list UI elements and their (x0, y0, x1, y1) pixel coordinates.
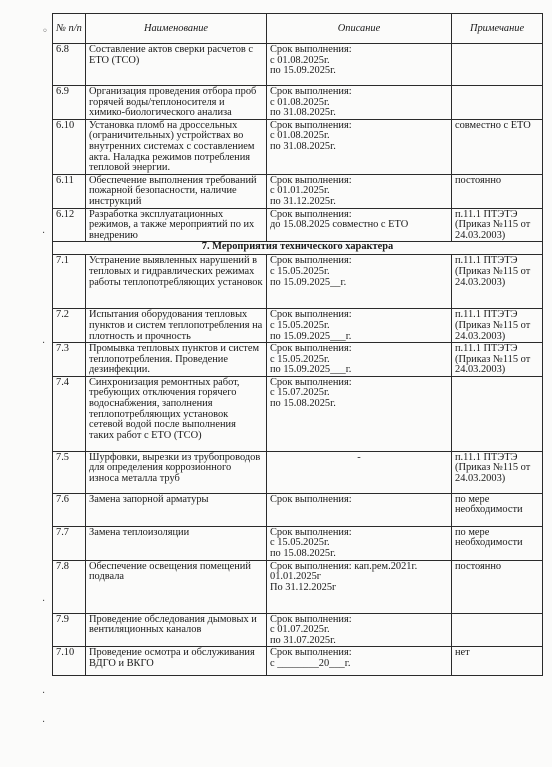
row-number: 7.8 (53, 560, 86, 613)
table-row (53, 119, 543, 174)
row-description (267, 526, 452, 560)
row-note: по мере необходимости (452, 526, 543, 560)
row-description (267, 86, 452, 120)
description-line: Срок выполнения: кап.рем.2021г. (270, 560, 418, 572)
description-line: по 15.08.2025г. (270, 398, 336, 410)
row-number: 6.12 (53, 208, 86, 242)
margin-mark: · (42, 688, 46, 699)
row-name: Испытания оборудования тепловых пунктов и систем теплопотребления на плотность и прочность (86, 309, 267, 343)
table-row (53, 255, 543, 309)
description-line: Срок выполнения: (270, 208, 352, 220)
row-name: Проведение осмотра и обслуживания ВДГО и ВКГО (86, 647, 267, 676)
description-line: Срок выполнения: (270, 493, 352, 505)
row-number: 7.9 (53, 613, 86, 647)
row-note: п.11.1 ПТЭТЭ (Приказ №115 от 24.03.2003) (452, 255, 543, 309)
row-note (452, 86, 543, 120)
row-description (267, 647, 452, 676)
row-name: Замена запорной арматуры (86, 493, 267, 526)
table-row (53, 309, 543, 343)
description-line: Срок выполнения: (270, 119, 352, 131)
row-number: 6.8 (53, 44, 86, 86)
row-description (267, 613, 452, 647)
table-row (53, 208, 543, 242)
description-line: с 01.08.2025г. (270, 54, 330, 66)
table-row (53, 44, 543, 86)
row-note: по мере необходимости (452, 493, 543, 526)
description-line: с 15.05.2025г. (270, 319, 330, 331)
row-name: Обеспечение освещения помещений подвала (86, 560, 267, 613)
row-number: 7.7 (53, 526, 86, 560)
row-number: 7.4 (53, 376, 86, 451)
description-line: по 31.07.2025г. (270, 634, 336, 646)
description-line: по 31.08.2025г. (270, 107, 336, 119)
row-note (452, 376, 543, 451)
row-number: 7.5 (53, 451, 86, 493)
measures-table (52, 13, 543, 676)
row-name: Составление актов сверки расчетов с ЕТО (ТСО) (86, 44, 267, 86)
description-line: с 15.05.2025г. (270, 265, 330, 277)
row-description (267, 174, 452, 208)
row-name: Установка пломб на дроссельных (ограничительных) устройствах во внутренних системах с составлением акта. Наладка режимов потребления тепловой энергии. (86, 119, 267, 174)
row-note (452, 613, 543, 647)
description-line: по 31.12.2025г. (270, 195, 336, 207)
description-line: По 31.12.2025г (270, 581, 337, 593)
table-row (53, 613, 543, 647)
description-line: Срок выполнения: (270, 647, 352, 659)
row-name: Замена теплоизоляции (86, 526, 267, 560)
section-row (53, 242, 543, 255)
description-line: с 15.05.2025г. (270, 537, 330, 549)
row-number: 7.10 (53, 647, 86, 676)
description-line: с 01.08.2025г. (270, 96, 330, 108)
description-line: с 01.08.2025г. (270, 130, 330, 142)
table-header-row (53, 14, 543, 44)
description-line: по 15.08.2025г. (270, 548, 336, 560)
row-description (267, 309, 452, 343)
row-note: п.11.1 ПТЭТЭ (Приказ №115 от 24.03.2003) (452, 343, 543, 377)
table-row (53, 343, 543, 377)
row-note: совместно с ЕТО (452, 119, 543, 174)
description-line: по 15.09.2025___г. (270, 364, 352, 376)
description-line: Срок выполнения: (270, 174, 352, 186)
row-description (267, 376, 452, 451)
row-number: 7.3 (53, 343, 86, 377)
section-title: 7. Мероприятия технического характера (53, 242, 543, 255)
description-line: 01.01.2025г (270, 571, 322, 583)
row-name: Организация проведения отбора проб горячей воды/теплоносителя и химико-биологического анализа (86, 86, 267, 120)
row-description (267, 208, 452, 242)
row-number: 6.10 (53, 119, 86, 174)
row-note: п.11.1 ПТЭТЭ (Приказ №115 от 24.03.2003) (452, 208, 543, 242)
row-number: 7.2 (53, 309, 86, 343)
description-line: по 15.09.2025___г. (270, 330, 352, 342)
description-line: Срок выполнения: (270, 309, 352, 321)
table-row (53, 560, 543, 613)
description-line: с ________20___г. (270, 658, 351, 670)
row-number: 6.9 (53, 86, 86, 120)
row-note: п.11.1 ПТЭТЭ (Приказ №115 от 24.03.2003) (452, 451, 543, 493)
description-line: по 31.08.2025г. (270, 140, 336, 152)
header-desc: Описание (267, 14, 452, 44)
description-line: - (357, 451, 361, 463)
row-description (267, 119, 452, 174)
row-note: постоянно (452, 174, 543, 208)
table-row (53, 493, 543, 526)
row-note: п.11.1 ПТЭТЭ (Приказ №115 от 24.03.2003) (452, 309, 543, 343)
table-row (53, 526, 543, 560)
description-line: Срок выполнения: (270, 613, 352, 625)
description-line: с 15.05.2025г. (270, 353, 330, 365)
row-description (267, 255, 452, 309)
description-line: Срок выполнения: (270, 526, 352, 538)
row-name: Синхронизация ремонтных работ, требующих отключения горячего водоснабжения, заполнения теплопотребляющих установок сетевой водой после выполнения таких работ с ЕТО (ТСО) (86, 376, 267, 451)
row-name: Обеспечение выполнения требований пожарной безопасности, наличие инструкций (86, 174, 267, 208)
margin-mark: · (42, 596, 46, 607)
row-note (452, 44, 543, 86)
header-num: № п/п (53, 14, 86, 44)
description-line: по 15.09.2025г. (270, 65, 336, 77)
header-note: Примечание (452, 14, 543, 44)
row-description (267, 493, 452, 526)
row-name: Разработка эксплуатационных режимов, а также мероприятий по их внедрению (86, 208, 267, 242)
row-name: Шурфовки, вырезки из трубопроводов для определения коррозионного износа металла труб (86, 451, 267, 493)
margin-mark: · (42, 717, 46, 728)
row-name: Устранение выявленных нарушений в тепловых и гидравлических режимах работы теплопотребляющих установок (86, 255, 267, 309)
table-row (53, 174, 543, 208)
description-line: Срок выполнения: (270, 255, 352, 267)
margin-mark: · (42, 228, 46, 239)
row-number: 6.11 (53, 174, 86, 208)
margin-mark: · (42, 338, 46, 349)
description-line: по 15.09.2025__г. (270, 276, 347, 288)
row-description (267, 44, 452, 86)
description-line: с 01.01.2025г. (270, 185, 330, 197)
row-number: 7.6 (53, 493, 86, 526)
table-row (53, 376, 543, 451)
description-line: Срок выполнения: (270, 44, 352, 55)
description-line: с 15.07.2025г. (270, 387, 330, 399)
description-line: Срок выполнения: (270, 343, 352, 355)
description-line: до 15.08.2025 совместно с ЕТО (270, 219, 409, 231)
row-description (267, 560, 452, 613)
row-description (267, 451, 452, 493)
row-description (267, 343, 452, 377)
row-name: Промывка тепловых пунктов и систем теплопотребления. Проведение дезинфекции. (86, 343, 267, 377)
row-note: нет (452, 647, 543, 676)
description-line: с 01.07.2025г. (270, 624, 330, 636)
table-row (53, 86, 543, 120)
row-name: Проведение обследования дымовых и вентиляционных каналов (86, 613, 267, 647)
margin-mark: ◦ (42, 26, 48, 37)
row-note: постоянно (452, 560, 543, 613)
description-line: Срок выполнения: (270, 376, 352, 388)
header-name: Наименование (86, 14, 267, 44)
table-row (53, 451, 543, 493)
row-number: 7.1 (53, 255, 86, 309)
table-row (53, 647, 543, 676)
description-line: Срок выполнения: (270, 86, 352, 97)
